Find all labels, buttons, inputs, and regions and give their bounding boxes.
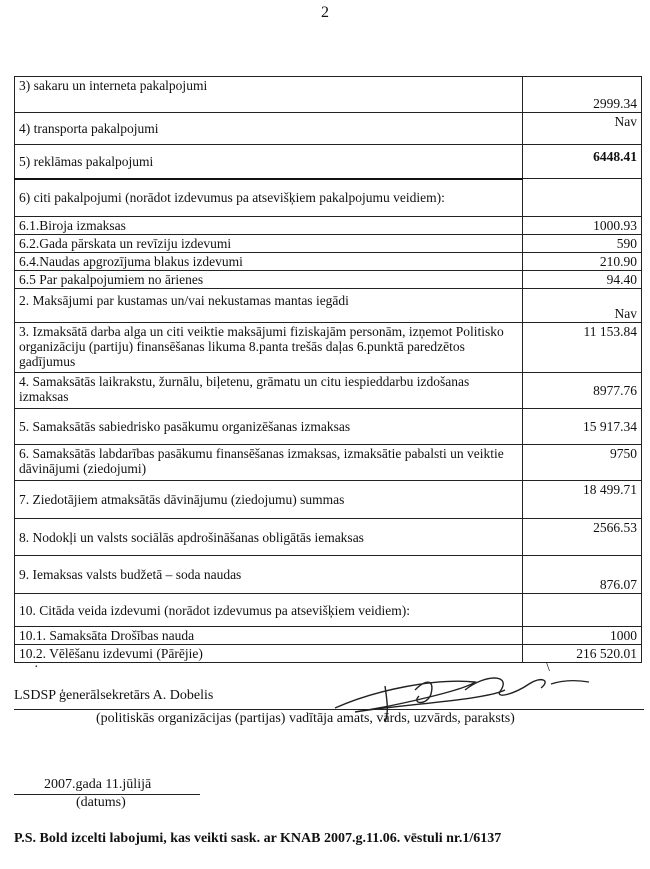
row-label: 7. Ziedotājiem atmaksātās dāvinājumu (ziedojumu) summas [15,481,523,519]
row-label: 6) citi pakalpojumi (norādot izdevumus pa atsevišķiem pakalpojumu veidiem): [15,179,523,217]
row-label: 2. Maksājumi par kustamas un/vai nekustamas mantas iegādi [15,289,523,323]
row-amount: 8977.76 [523,373,642,409]
row-label: 6. Samaksātās labdarības pasākumu finansēšanas izmaksas, izmaksātie pabalsti un veiktie dāvinājumi (ziedojumi) [15,445,523,481]
table-row [15,556,642,594]
row-label: 10. Citāda veida izdevumi (norādot izdevumus pa atsevišķiem veidiem): [15,594,523,627]
signature-caption: (politiskās organizācijas (partijas) vadītāja amats, vārds, uzvārds, paraksts) [96,711,515,726]
postscript-note: P.S. Bold izcelti labojumi, kas veikti sask. ar KNAB 2007.g.11.06. vēstuli nr.1/6137 [14,831,502,846]
row-label: 3) sakaru un interneta pakalpojumi [15,77,523,113]
row-label: 10.1. Samaksāta Drošības nauda [15,627,523,645]
row-label: 3. Izmaksātā darba alga un citi veiktie maksājumi fiziskajām personām, izņemot Politisko organizāciju (partiju) finansēšanas likuma 8.panta trešās daļas 6.punktā paredzētos gadījumus [15,323,523,373]
row-amount: 210.90 [523,253,642,271]
row-label: 9. Iemaksas valsts budžetā – soda naudas [15,556,523,594]
table-row [15,481,642,519]
row-label: 6.2.Gada pārskata un revīziju izdevumi [15,235,523,253]
row-amount: 15 917.34 [523,409,642,445]
table-row [15,77,642,113]
table-row [15,409,642,445]
row-amount: 876.07 [523,556,642,594]
row-amount: 2566.53 [523,519,642,556]
table-row [15,145,642,179]
row-amount: 94.40 [523,271,642,289]
table-row [15,445,642,481]
row-amount: 9750 [523,445,642,481]
row-label: 6.5 Par pakalpojumiem no ārienes [15,271,523,289]
table-row [15,113,642,145]
table-row [15,271,642,289]
table-row [15,179,642,217]
row-label: 4. Samaksātās laikrakstu, žurnālu, biļetenu, grāmatu un citu iespieddarbu izdošanas izmaksas [15,373,523,409]
row-amount: 18 499.71 [523,481,642,519]
margin-dot-mark: · [34,660,39,675]
row-label: 6.4.Naudas apgrozījuma blakus izdevumi [15,253,523,271]
table-row [15,519,642,556]
row-label: 5) reklāmas pakalpojumi [15,145,523,179]
table-row [15,289,642,323]
page-number: 2 [321,4,329,21]
expense-table [14,76,642,663]
row-amount [523,594,642,627]
table-row [15,235,642,253]
row-amount: 11 153.84 [523,323,642,373]
row-label: 10.2. Vēlēšanu izdevumi (Pārējie) [15,645,523,663]
row-amount: 2999.34 [523,77,642,113]
row-amount: 1000.93 [523,217,642,235]
table-row [15,253,642,271]
row-amount: Nav [523,113,642,145]
row-label: 4) transporta pakalpojumi [15,113,523,145]
row-amount: 1000 [523,627,642,645]
table-row [15,594,642,627]
row-amount: 216 520.01 [523,645,642,663]
date-value: 2007.gada 11.jūlijā [44,777,152,792]
row-amount [523,179,642,217]
table-row [15,373,642,409]
table-row [15,217,642,235]
row-label: 5. Samaksātās sabiedrisko pasākumu organizēšanas izmaksas [15,409,523,445]
signatory-position: LSDSP ģenerālsekretārs A. Dobelis [14,688,214,703]
row-label: 8. Nodokļi un valsts sociālās apdrošināšanas obligātās iemaksas [15,519,523,556]
signature-line [14,709,644,710]
row-label: 6.1.Biroja izmaksas [15,217,523,235]
row-amount: Nav [523,289,642,323]
table-row [15,627,642,645]
row-amount: 590 [523,235,642,253]
date-caption: (datums) [76,795,126,810]
row-amount: 6448.41 [523,145,642,179]
margin-tick-mark: \ [546,660,550,675]
table-row [15,323,642,373]
